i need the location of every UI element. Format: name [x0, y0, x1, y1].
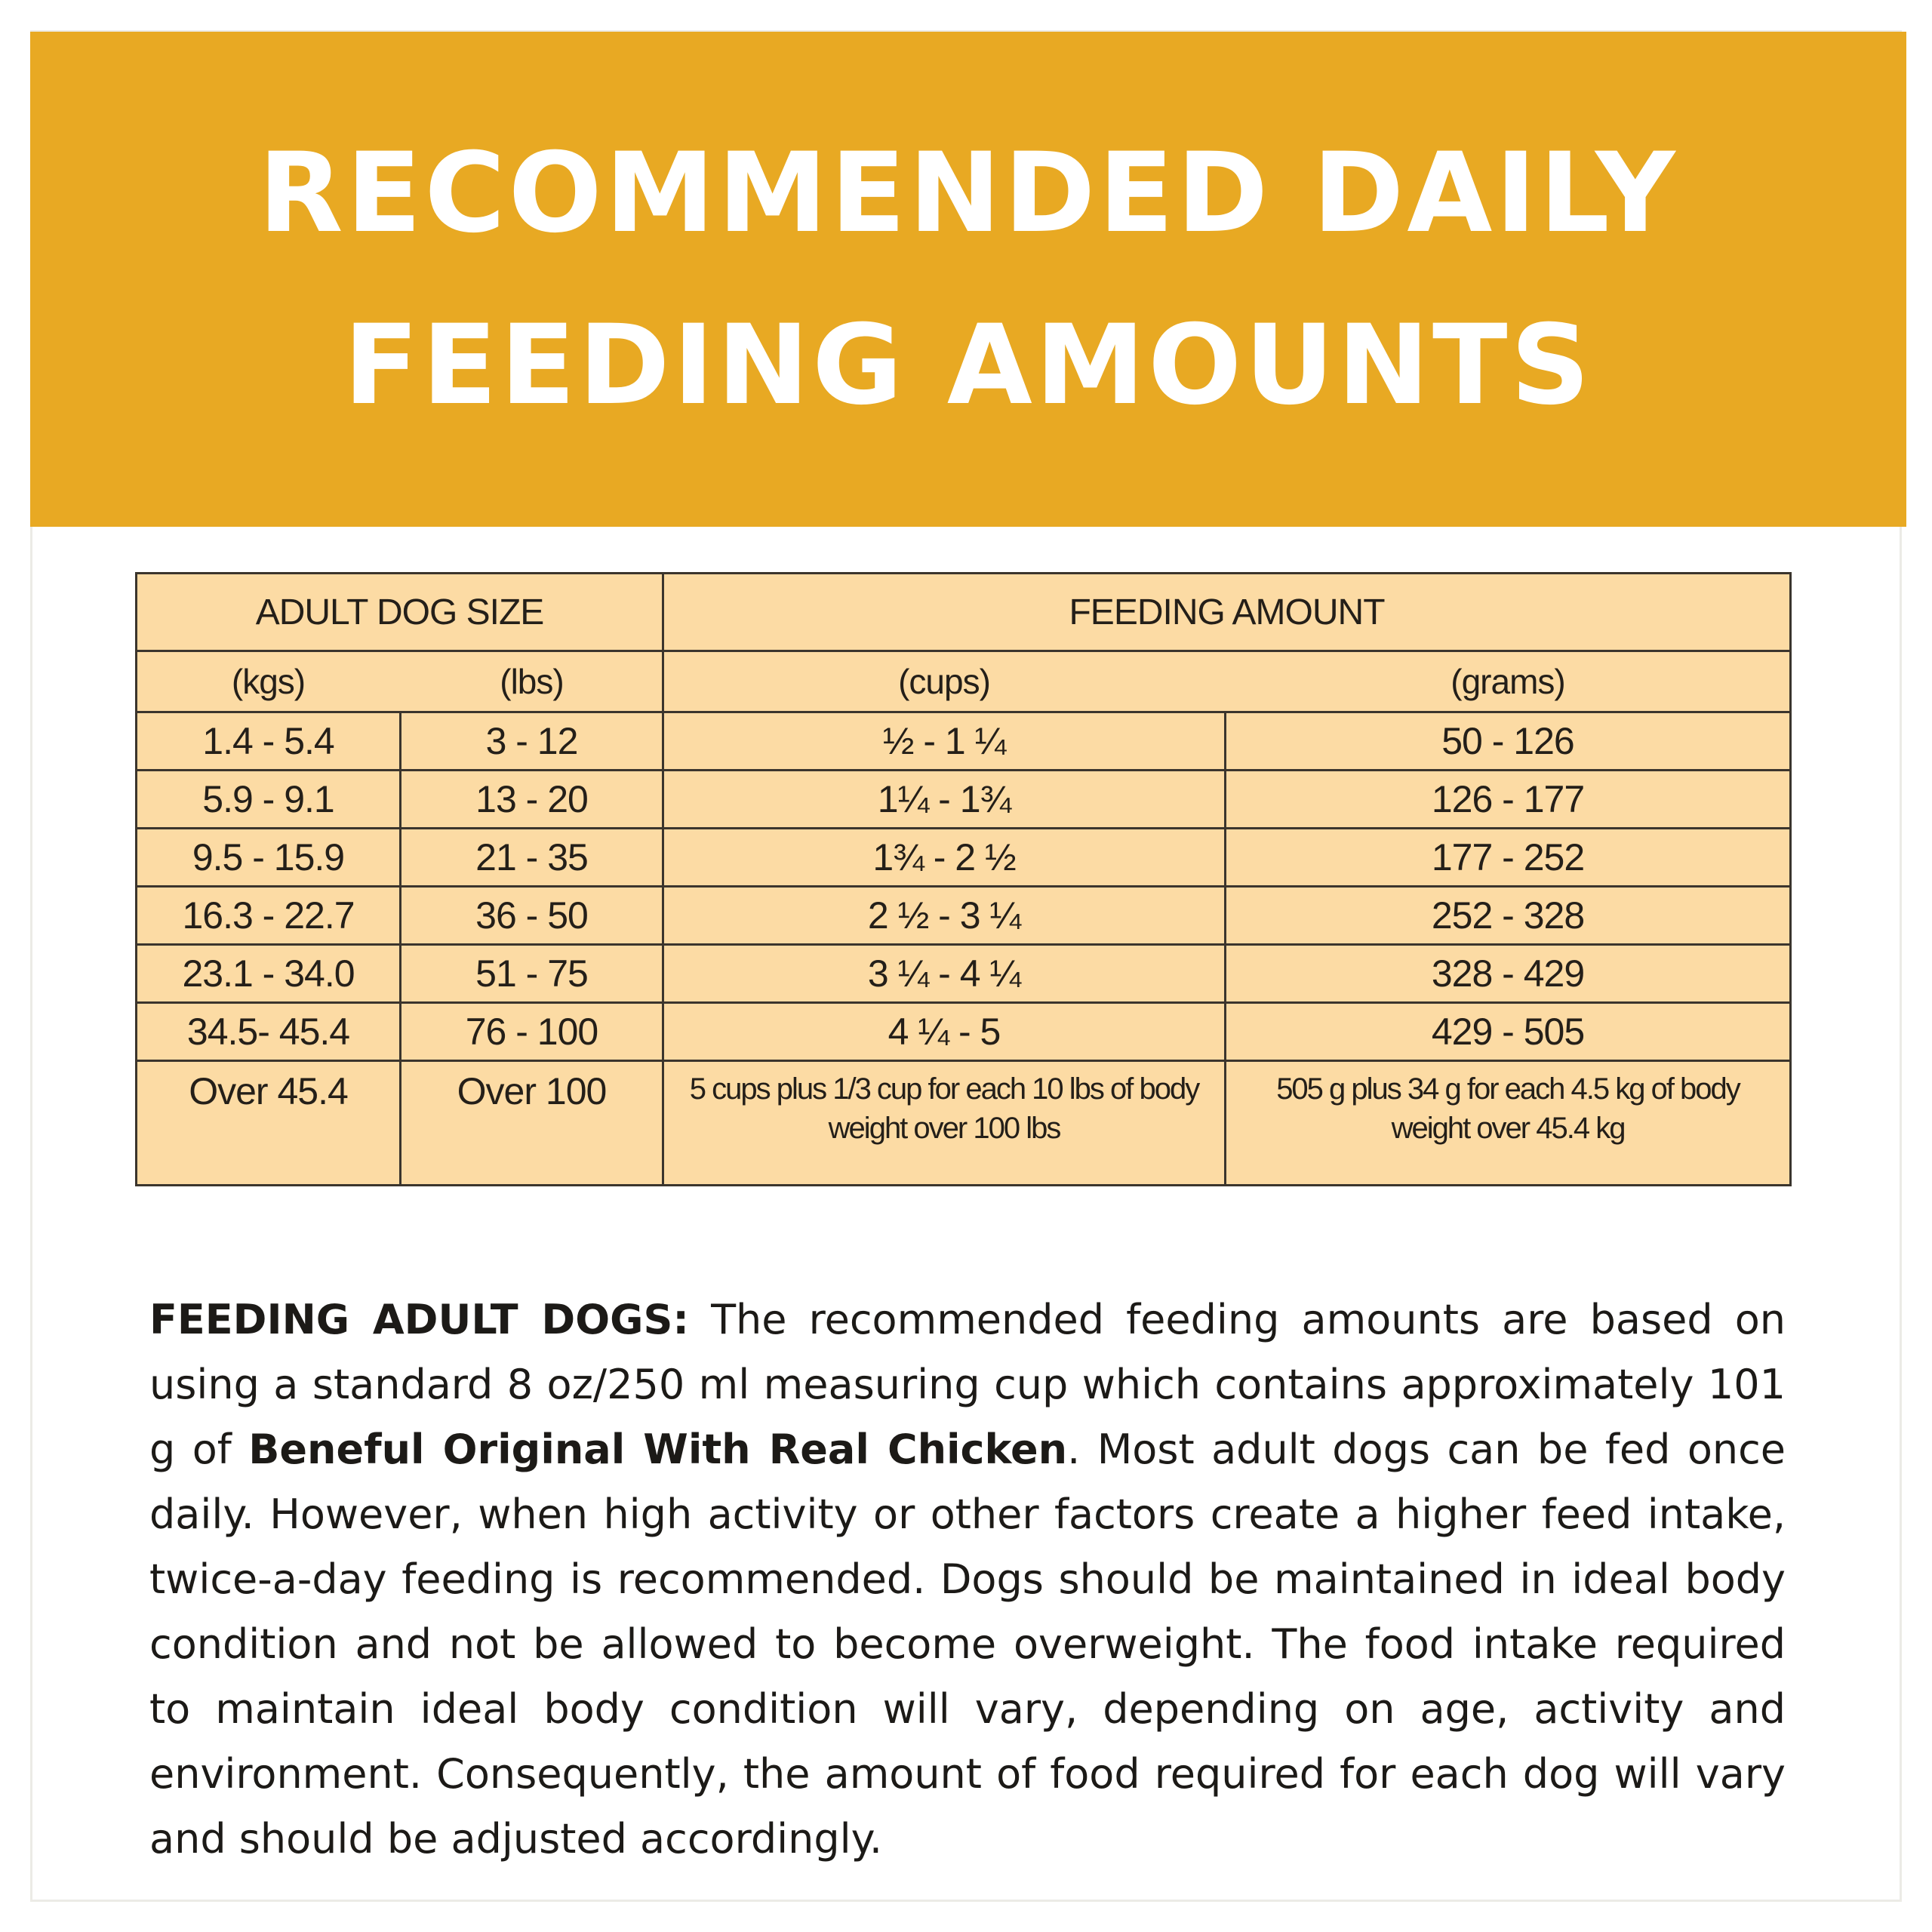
cell-lbs: 76 - 100: [401, 1003, 663, 1061]
title-line-1: RECOMMENDED DAILY: [258, 129, 1678, 257]
header-cups: (cups): [663, 651, 1226, 712]
cell-cups: 4 ¼ - 5: [663, 1003, 1226, 1061]
cell-grams: 505 g plus 34 g for each 4.5 kg of body weight over 45.4 kg: [1226, 1061, 1791, 1186]
header-feeding-amount: FEEDING AMOUNT: [663, 574, 1791, 651]
page-title: [258, 107, 1678, 451]
cell-lbs: 21 - 35: [401, 829, 663, 887]
header-lbs: (lbs): [401, 651, 663, 712]
table-unit-header-row: [137, 651, 1791, 712]
cell-grams: 252 - 328: [1226, 887, 1791, 945]
cell-grams: 50 - 126: [1226, 712, 1791, 771]
cell-grams: 126 - 177: [1226, 771, 1791, 829]
table-row: [137, 712, 1791, 771]
table-row: [137, 887, 1791, 945]
cell-kgs: 9.5 - 15.9: [137, 829, 401, 887]
cell-cups: 1¾ - 2 ½: [663, 829, 1226, 887]
title-line-2: FEEDING AMOUNTS: [343, 301, 1593, 429]
cell-lbs: 13 - 20: [401, 771, 663, 829]
cell-cups: 1¼ - 1¾: [663, 771, 1226, 829]
cell-grams: 328 - 429: [1226, 945, 1791, 1003]
cell-cups: 2 ½ - 3 ¼: [663, 887, 1226, 945]
paragraph-lead: FEEDING ADULT DOGS:: [149, 1296, 689, 1343]
table-row: [137, 1003, 1791, 1061]
header-grams: (grams): [1226, 651, 1791, 712]
cell-kgs: 1.4 - 5.4: [137, 712, 401, 771]
cell-kgs: 23.1 - 34.0: [137, 945, 401, 1003]
cell-cups: 3 ¼ - 4 ¼: [663, 945, 1226, 1003]
cell-lbs: 51 - 75: [401, 945, 663, 1003]
paragraph-text-1: The recommended feeding amounts are based on using a standard 8 oz/250 ml measuring cup which contains approximately 101 g of: [149, 1296, 1786, 1473]
cell-cups: ½ - 1 ¼: [663, 712, 1226, 771]
cell-kgs: 34.5- 45.4: [137, 1003, 401, 1061]
header-kgs: (kgs): [137, 651, 401, 712]
table-row: [137, 1061, 1791, 1186]
cell-kgs: 5.9 - 9.1: [137, 771, 401, 829]
cell-lbs: 36 - 50: [401, 887, 663, 945]
title-banner: [30, 32, 1906, 527]
feeding-instructions-paragraph: [149, 1287, 1786, 1872]
cell-lbs: Over 100: [401, 1061, 663, 1186]
table-row: [137, 945, 1791, 1003]
cell-grams: 177 - 252: [1226, 829, 1791, 887]
table-row: [137, 771, 1791, 829]
paragraph-text-2: . Most adult dogs can be fed once daily. However, when high activity or other factors create a higher feed intake, twice-a-day feeding is recommended. Dogs should be maintained in ideal body condition and not be allowed to become overweight. The food intake required to maintain ideal body condition will vary, depending on age, activity and environment. Consequently, the amount of food required for each dog will vary and should be adjusted accordingly.: [149, 1426, 1786, 1863]
cell-kgs: Over 45.4: [137, 1061, 401, 1186]
table-row: [137, 829, 1791, 887]
product-name: Beneful Original With Real Chicken: [248, 1426, 1068, 1473]
cell-lbs: 3 - 12: [401, 712, 663, 771]
cell-cups: 5 cups plus 1/3 cup for each 10 lbs of body weight over 100 lbs: [663, 1061, 1226, 1186]
cell-kgs: 16.3 - 22.7: [137, 887, 401, 945]
table-group-header-row: [137, 574, 1791, 651]
header-adult-dog-size: ADULT DOG SIZE: [137, 574, 663, 651]
feeding-table: [135, 572, 1792, 1186]
cell-grams: 429 - 505: [1226, 1003, 1791, 1061]
